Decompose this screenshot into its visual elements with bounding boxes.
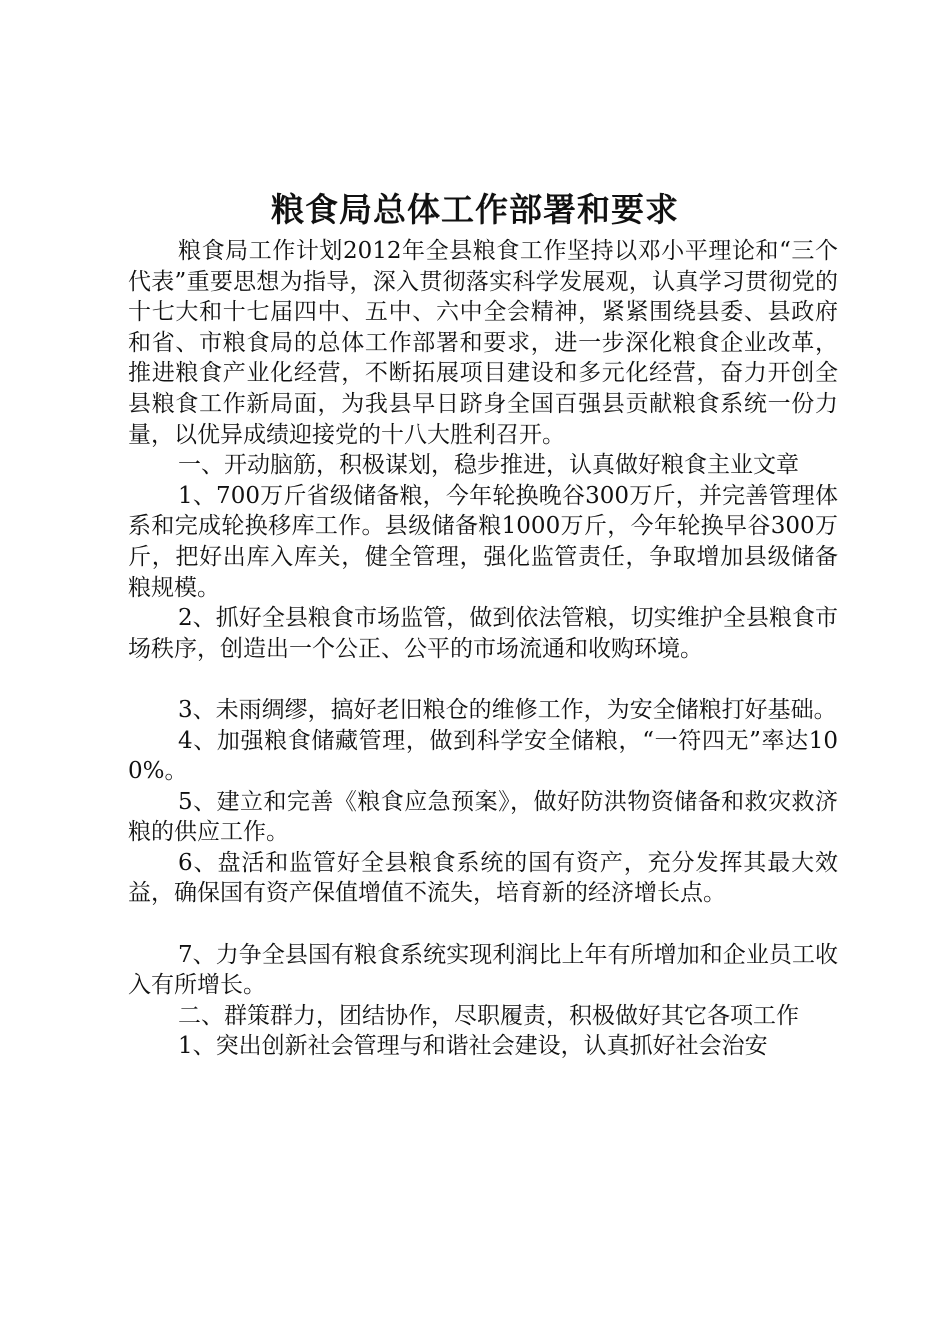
paragraph-item-1-7: 7、力争全县国有粮食系统实现利润比上年有所增加和企业员工收入有所增长。	[128, 941, 838, 999]
document-body	[128, 236, 838, 1062]
paragraph-item-1-6: 6、盘活和监管好全县粮食系统的国有资产，充分发挥其最大效益，确保国有资产保值增值不流失，培育新的经济增长点。	[128, 849, 838, 907]
paragraph-item-1-2: 2、抓好全县粮食市场监管，做到依法管粮，切实维护全县粮食市场秩序，创造出一个公正、公平的市场流通和收购环境。	[128, 605, 838, 662]
section-heading-1: 一、开动脑筋，积极谋划，稳步推进，认真做好粮食主业文章	[178, 452, 799, 479]
paragraph-item-1-1: 1、700万斤省级储备粮，今年轮换晚谷300万斤，并完善管理体系和完成轮换移库工作。县级储备粮1000万斤，今年轮换早谷300万斤，把好出库入库关，健全管理，强化监管责任，争取增加县级储备粮规模。	[128, 482, 838, 601]
paragraph-item-1-3: 3、未雨绸缪，搞好老旧粮仓的维修工作，为安全储粮打好基础。	[178, 696, 837, 723]
paragraph-intro: 粮食局工作计划2012年全县粮食工作坚持以邓小平理论和“三个代表”重要思想为指导，深入贯彻落实科学发展观，认真学习贯彻党的十七大和十七届四中、五中、六中全会精神，紧紧围绕县委、县政府和省、市粮食局的总体工作部署和要求，进一步深化粮食企业改革，推进粮食产业化经营，不断拓展项目建设和多元化经营，奋力开创全县粮食工作新局面，为我县早日跻身全国百强县贡献粮食系统一份力量，以优异成绩迎接党的十八大胜利召开。	[128, 238, 838, 448]
paragraph-item-2-1: 1、突出创新社会管理与和谐社会建设，认真抓好社会治安	[178, 1033, 768, 1060]
paragraph-item-1-5: 5、建立和完善《粮食应急预案》，做好防洪物资储备和救灾救济粮的供应工作。	[128, 788, 838, 846]
document-title: 粮食局总体工作部署和要求	[271, 190, 679, 229]
section-heading-2: 二、群策群力，团结协作，尽职履责，积极做好其它各项工作	[178, 1002, 799, 1029]
paragraph-item-1-4: 4、加强粮食储藏管理，做到科学安全储粮，“一符四无”率达100%。	[128, 727, 838, 785]
